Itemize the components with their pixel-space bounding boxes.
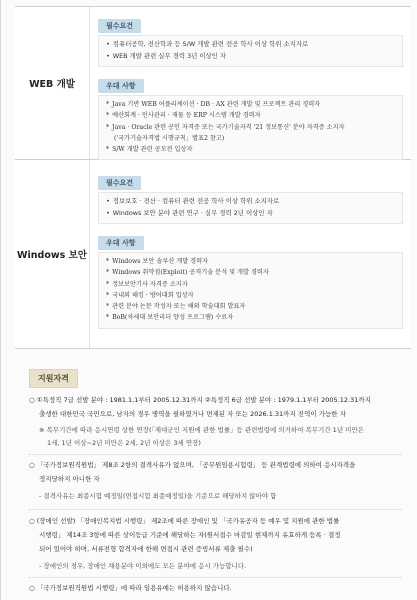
preferred-section — [98, 73, 403, 160]
preferred-box — [98, 95, 403, 160]
list-item: * BoB(차세대 보안리더 양성 프로그램) 수료자 — [106, 314, 234, 322]
list-item: • 컴퓨터공학, 전산학과 등 S/W 개발 관련 전공 학사 이상 학위 소지자로 — [106, 40, 309, 48]
qualification-line: ○ ①특정직 7급 선발 분야 : 1981.1.1부터 2005.12.31까지 ②특정직 6급 선발 분야 : 1979.1.1부터 2005.12.31까지 — [29, 396, 371, 404]
qualification-note: - 장애인의 경우, 장애인 채용분야 이외에도 모든 분야에 응시 가능합니다. — [39, 562, 247, 570]
qualifications-title: 지원자격 — [29, 369, 78, 388]
list-item: • 정보보호 · 전산 · 컴퓨터 관련 전공 학사 이상 학위 소지자로 — [106, 197, 280, 205]
required-box — [98, 35, 403, 67]
preferred-section — [98, 230, 403, 329]
qualification-note: 1세, 1년 이상~2년 미만은 2세, 2년 이상은 3세 연장) — [47, 439, 201, 447]
job-name: WEB 개발 — [15, 7, 90, 159]
list-item: * 정보보안기사 자격증 소지자 — [106, 280, 188, 288]
list-item: * Windows 취약점(Exploit) 공격기술 분석 및 개발 경력자 — [106, 269, 269, 277]
qualification-line: 출생한 대한민국 국민으로, 남자의 경우 병역을 필하였거나 면제된 자 또는 2026.1.31까지 전역이 가능한 자 — [39, 410, 346, 418]
list-item: * 관련 분야 논문 작성자 또는 해외 학술대회 발표자 — [106, 303, 246, 311]
qualification-line: 되어 있어야 하며, 서류전형 합격자에 한해 면접시 관련 증빙서류 제출 필수) — [39, 545, 253, 553]
required-title: 필수요건 — [98, 176, 141, 190]
job-name: Windows 보안 — [15, 160, 90, 348]
preferred-title: 우대 사항 — [98, 236, 144, 250]
qualification-note: - 결격사유는 최종시험 예정일(면접시험 최종예정일)을 기준으로 해당하지 않아야 함 — [39, 492, 277, 500]
list-item: * 예산회계 · 인사관리 · 재물 등 ERP 시스템 개발 경력자 — [106, 112, 261, 120]
qualification-line: ○ 「국가정보원직원법 시행령」에 따라 임용유예는 허용하지 않습니다. — [29, 584, 232, 592]
list-item: * Java 기반 WEB 어플리케이션 · DB · AX 관련 개발 및 프로젝트 관리 경력자 — [106, 101, 321, 108]
preferred-box — [98, 252, 403, 329]
required-section — [98, 170, 403, 224]
list-item: * 국내외 해킹 · 방어대회 입상자 — [106, 291, 194, 299]
list-item: * Java · Oracle 관련 공인 자격증 또는 국가기술자격 '21 정보통신' 분야 자격증 소지자 — [106, 123, 345, 131]
job-row-web — [15, 7, 411, 160]
required-box — [98, 192, 403, 224]
required-section — [98, 13, 403, 67]
list-item: * Windows 보안 솔루션 개발 경력자 — [106, 258, 209, 265]
divider — [29, 509, 401, 510]
job-row-windows — [15, 160, 411, 349]
divider — [29, 454, 401, 455]
divider — [29, 577, 401, 578]
list-item: • Windows 보안 분야 관련 연구 · 실무 경력 2년 이상인 자 — [106, 208, 273, 217]
qualification-line: 정지당하지 아니한 자 — [39, 475, 100, 483]
job-details — [90, 7, 411, 159]
list-item: ('국가기술자격법 시행규칙」별표2 참고) — [114, 134, 225, 142]
list-item: * S/W 개발 관련 공모전 입상자 — [106, 146, 193, 154]
qualification-line: ○ (장애인 선발) 「장애인복지법 시행령」 제2조에 따른 장애인 및 「국가유공자 등 예우 및 지원에 관한 법률 — [29, 517, 340, 525]
list-item: • WEB 개발 관련 실무 경력 3년 이상인 자 — [106, 51, 227, 60]
preferred-title: 우대 사항 — [98, 79, 144, 93]
job-table — [15, 6, 411, 349]
qualification-line: ○ 「국가정보원직원법」 제8조 2항의 결격사유가 없으며, 「공무원임용시험령」 등 관계법령에 의하여 응시자격을 — [29, 461, 356, 469]
qualification-line: 시행령」 제14조 3항에 따른 상이등급 기준에 해당하는 자(원서접수 마감일 현재까지 유효하게 등록 · 결정 — [39, 531, 341, 539]
required-title: 필수요건 — [98, 19, 141, 33]
qualification-note: ※ 복무기간에 따라 응시연령 상한 연장(「제대군인 지원에 관한 법률」등 관련법령에 의거하여 복무기간 1년 미만은 — [39, 426, 365, 434]
job-details — [90, 160, 411, 348]
